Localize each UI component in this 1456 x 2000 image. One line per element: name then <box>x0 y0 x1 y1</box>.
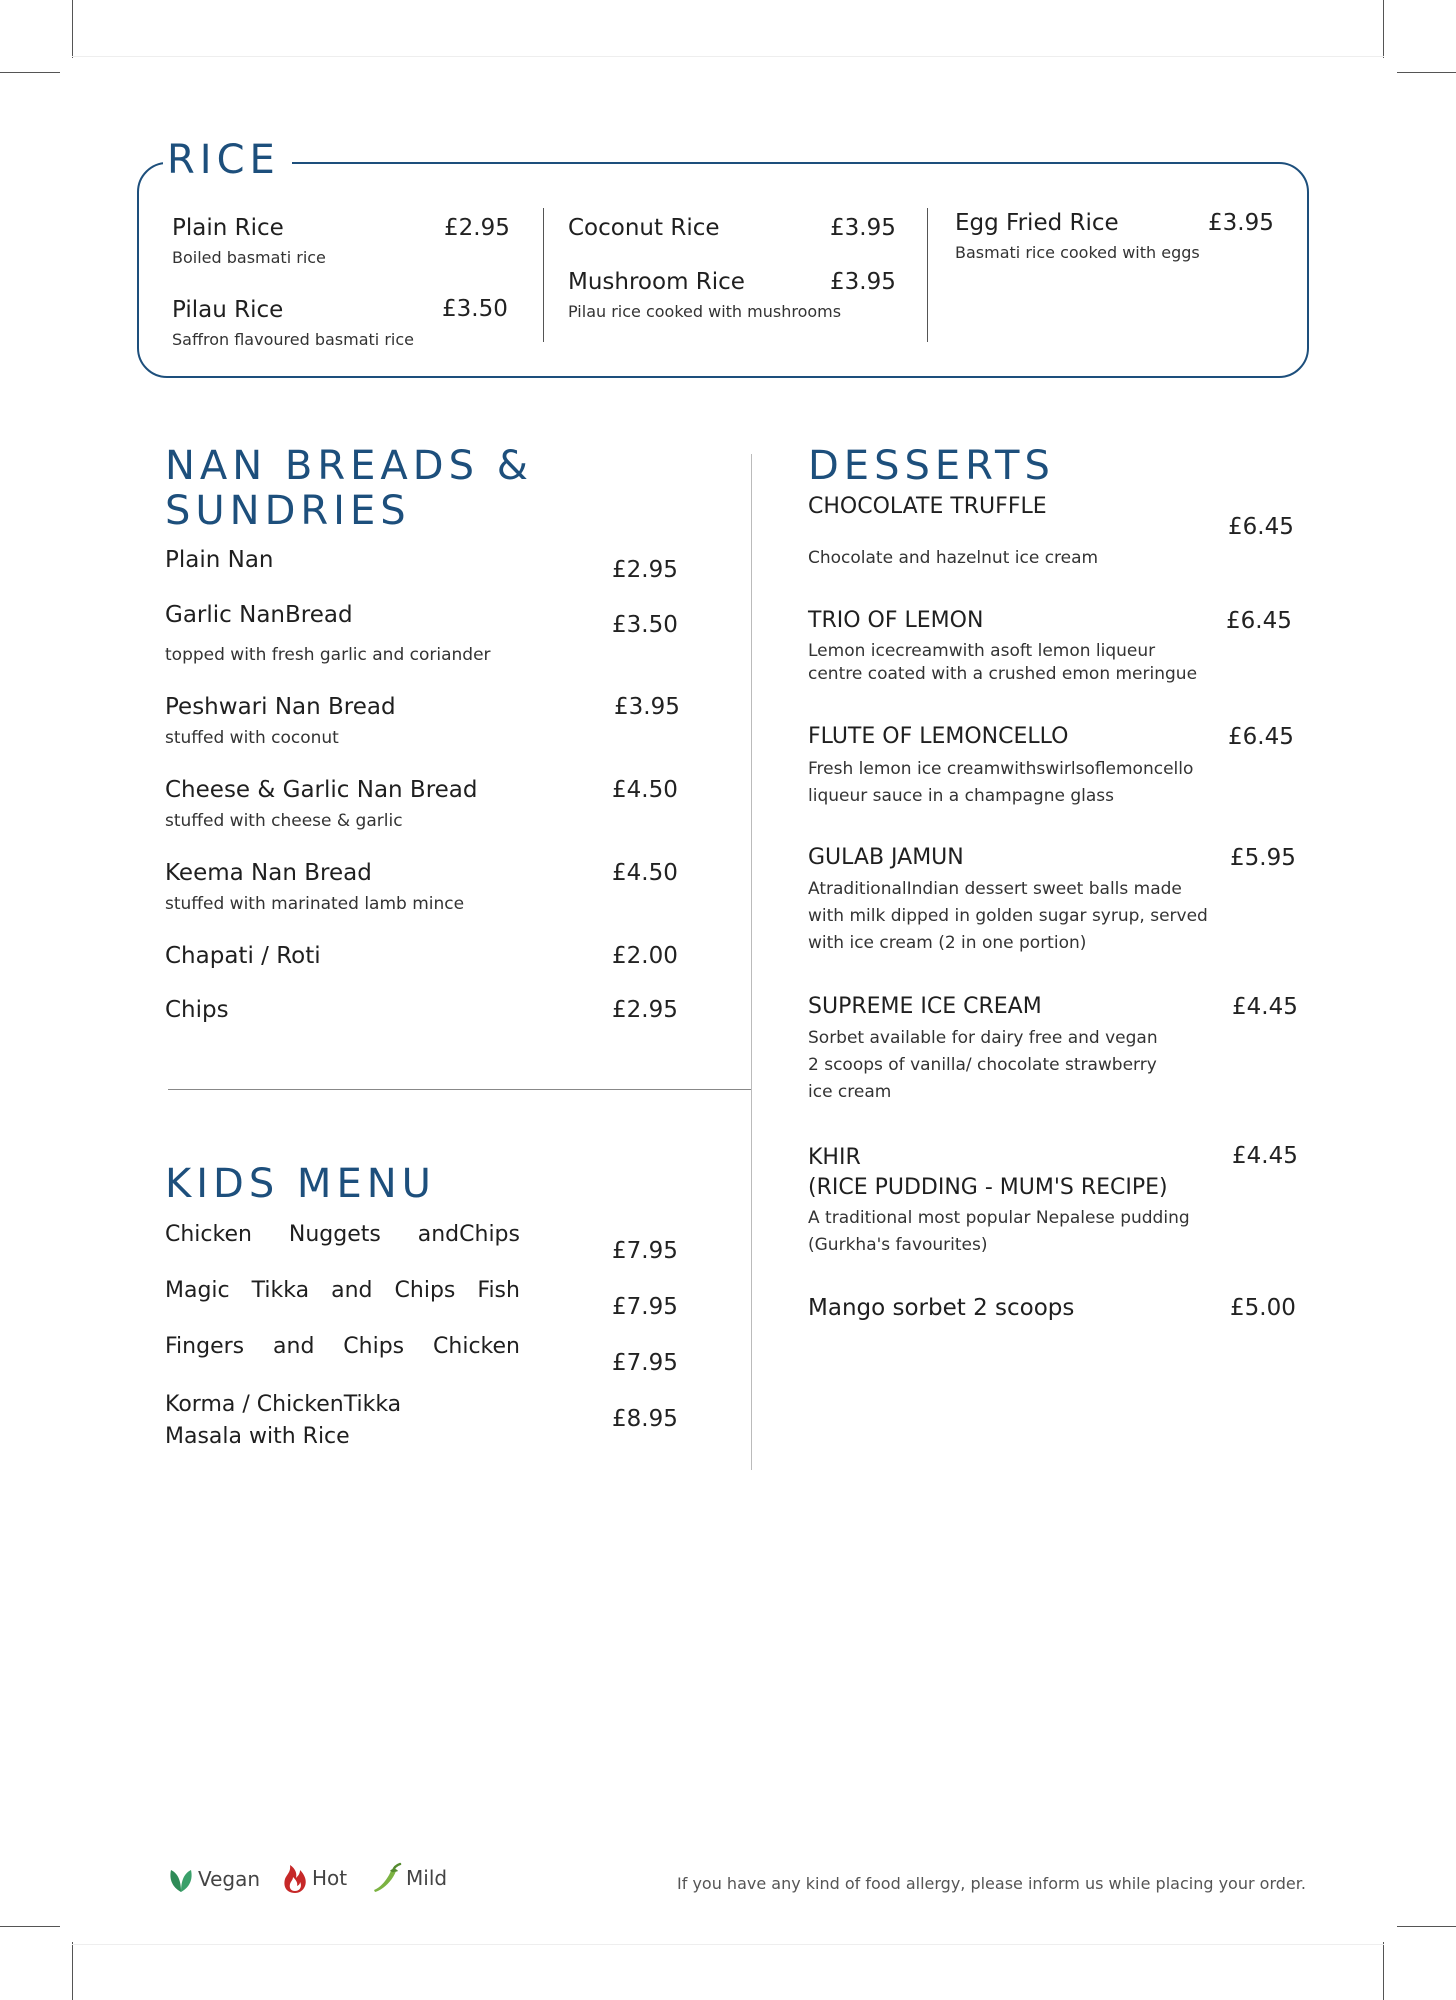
rice-item-desc: Boiled basmati rice <box>172 248 326 267</box>
dessert-desc-line: centre coated with a crushed emon meringue <box>808 664 1198 684</box>
nan-item-price: £2.95 <box>612 557 678 583</box>
trim-line <box>72 56 1384 57</box>
nan-item-name: Chapati / Roti <box>165 943 321 969</box>
nan-title <box>165 444 533 534</box>
legend-vegan <box>168 1865 260 1893</box>
kids-word: Nuggets <box>288 1222 381 1247</box>
dessert-desc <box>808 640 1197 686</box>
dessert-name: TRIO OF LEMON <box>808 608 984 633</box>
nan-item-price: £3.50 <box>612 612 678 638</box>
kids-word: Chips <box>343 1334 405 1359</box>
dessert-name-line: KHIR <box>808 1145 861 1170</box>
column-divider <box>751 454 752 1470</box>
rice-item-price: £2.95 <box>444 215 510 241</box>
nan-item-price: £4.50 <box>612 860 678 886</box>
leaf-icon <box>168 1865 194 1893</box>
nan-item-price: £3.95 <box>614 694 680 720</box>
kids-word: and <box>273 1334 315 1359</box>
dessert-price: £5.95 <box>1230 845 1296 871</box>
rice-item-desc: Saffron flavoured basmati rice <box>172 330 414 349</box>
dessert-desc <box>808 876 1208 957</box>
kids-line <box>165 1278 520 1303</box>
kids-word: Chips <box>394 1278 456 1303</box>
kids-word: Magic <box>165 1278 230 1303</box>
dessert-name <box>808 1143 1168 1203</box>
dessert-name: FLUTE OF LEMONCELLO <box>808 724 1069 749</box>
dessert-price: £6.45 <box>1226 608 1292 634</box>
nan-item-desc: stuffed with marinated lamb mince <box>165 894 465 914</box>
legend-mild <box>372 1862 447 1894</box>
nan-title-line1: NAN BREADS & <box>165 443 533 489</box>
rice-item-name: Pilau Rice <box>172 297 284 323</box>
kids-line <box>165 1334 520 1359</box>
kids-word: and <box>331 1278 373 1303</box>
dessert-price: £6.45 <box>1228 514 1294 540</box>
dessert-desc-line: ice cream <box>808 1082 892 1102</box>
legend-label: Vegan <box>198 1867 261 1891</box>
nan-item-name: Garlic NanBread <box>165 602 353 628</box>
nan-item-desc: stuffed with coconut <box>165 728 339 748</box>
rice-item-desc: Pilau rice cooked with mushrooms <box>568 302 842 321</box>
nan-item-name: Chips <box>165 997 229 1023</box>
dessert-price: £4.45 <box>1232 1143 1298 1169</box>
allergy-note: If you have any kind of food allergy, please inform us while placing your order. <box>677 1874 1306 1893</box>
dessert-desc-line: 2 scoops of vanilla/ chocolate strawberry <box>808 1055 1157 1075</box>
rice-title: RICE <box>167 137 280 183</box>
rice-item-price: £3.95 <box>830 269 896 295</box>
dessert-desc-line: (Gurkha's favourites) <box>808 1235 988 1255</box>
crop-mark <box>72 1942 73 2000</box>
rice-title-wrap <box>163 136 292 184</box>
dessert-price: £6.45 <box>1228 724 1294 750</box>
rice-item-name: Mushroom Rice <box>568 269 745 295</box>
nan-item-desc: stuffed with cheese & garlic <box>165 811 403 831</box>
kids-line: Korma / ChickenTikka <box>165 1392 402 1417</box>
legend-hot <box>282 1862 347 1894</box>
kids-title: KIDS MENU <box>165 1161 436 1207</box>
dessert-desc-line: A traditional most popular Nepalese pudding <box>808 1208 1190 1228</box>
legend-label: Hot <box>312 1866 348 1890</box>
rice-item-desc: Basmati rice cooked with eggs <box>955 243 1200 262</box>
crop-mark <box>0 72 60 73</box>
kids-line: Masala with Rice <box>165 1424 350 1449</box>
nan-title-line2: SUNDRIES <box>165 488 411 534</box>
kids-word: Chicken <box>165 1222 252 1247</box>
kids-word: andChips <box>417 1222 520 1247</box>
crop-mark <box>1397 72 1456 73</box>
dessert-desc-line: liqueur sauce in a champagne glass <box>808 786 1114 806</box>
dessert-desc <box>808 1205 1190 1259</box>
dessert-name: CHOCOLATE TRUFFLE <box>808 494 1047 519</box>
chili-icon <box>372 1862 402 1894</box>
nan-item-desc: topped with fresh garlic and coriander <box>165 645 491 665</box>
desserts-title: DESSERTS <box>808 443 1055 489</box>
rice-item-name: Coconut Rice <box>568 215 720 241</box>
nan-item-name: Cheese & Garlic Nan Bread <box>165 777 478 803</box>
dessert-desc-line: Sorbet available for dairy free and vegan <box>808 1028 1158 1048</box>
rice-item-name: Plain Rice <box>172 215 284 241</box>
dessert-desc-line: AtraditionalIndian dessert sweet balls made <box>808 879 1182 899</box>
dessert-name: GULAB JAMUN <box>808 845 964 870</box>
kids-price: £7.95 <box>612 1238 678 1264</box>
rice-item-price: £3.95 <box>1208 210 1274 236</box>
rice-item-price: £3.50 <box>442 296 508 322</box>
legend-label: Mild <box>406 1866 448 1890</box>
column-divider <box>543 208 544 342</box>
dessert-desc-line: with milk dipped in golden sugar syrup, served <box>808 906 1208 926</box>
flame-icon <box>282 1862 308 1894</box>
crop-mark <box>1383 1942 1384 2000</box>
kids-price: £7.95 <box>612 1294 678 1320</box>
nan-item-name: Keema Nan Bread <box>165 860 372 886</box>
kids-price: £8.95 <box>612 1406 678 1432</box>
dessert-name: SUPREME ICE CREAM <box>808 994 1042 1019</box>
trim-line <box>72 1944 1384 1945</box>
nan-item-price: £4.50 <box>612 777 678 803</box>
dessert-price: £4.45 <box>1232 994 1298 1020</box>
dessert-desc <box>808 756 1193 810</box>
crop-mark <box>1397 1926 1456 1927</box>
kids-word: Fish <box>477 1278 520 1303</box>
dessert-price: £5.00 <box>1230 1295 1296 1321</box>
crop-mark <box>0 1926 60 1927</box>
kids-word: Tikka <box>251 1278 310 1303</box>
dessert-desc: Chocolate and hazelnut ice cream <box>808 548 1099 568</box>
column-divider <box>927 208 928 342</box>
dessert-desc <box>808 1025 1158 1106</box>
dessert-desc-line: Fresh lemon ice creamwithswirlsoflemoncello <box>808 759 1194 779</box>
kids-word: Chicken <box>433 1334 520 1359</box>
nan-item-price: £2.95 <box>612 997 678 1023</box>
crop-mark <box>72 0 73 58</box>
dessert-name-line: (RICE PUDDING - MUM'S RECIPE) <box>808 1175 1168 1200</box>
dessert-name: Mango sorbet 2 scoops <box>808 1295 1075 1321</box>
dessert-desc-line: Lemon icecreamwith asoft lemon liqueur <box>808 641 1156 661</box>
crop-mark <box>1383 0 1384 58</box>
nan-item-name: Plain Nan <box>165 547 274 573</box>
section-divider <box>168 1089 751 1090</box>
rice-item-price: £3.95 <box>830 215 896 241</box>
dessert-desc-line: with ice cream (2 in one portion) <box>808 933 1087 953</box>
kids-price: £7.95 <box>612 1350 678 1376</box>
kids-word: Fingers <box>165 1334 245 1359</box>
nan-item-price: £2.00 <box>612 943 678 969</box>
rice-item-name: Egg Fried Rice <box>955 210 1119 236</box>
nan-item-name: Peshwari Nan Bread <box>165 694 396 720</box>
kids-line <box>165 1222 520 1247</box>
